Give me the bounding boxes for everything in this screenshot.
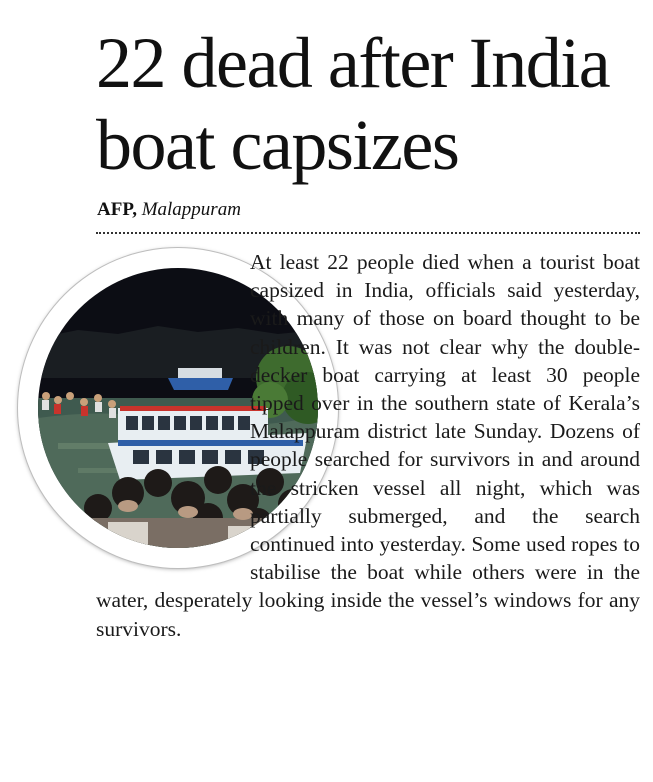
article-body (96, 248, 640, 778)
byline-agency: AFP, (97, 199, 137, 220)
byline-dateline: Malappuram (141, 199, 241, 220)
article-body-text: At least 22 people died when a tourist boat capsized in India, officials said yesterday, with many of those on board thought to be children. It was not clear why the double-decker boat carrying at least 30 people tipped over in the southern state of Kerala’s Malappuram district late Sunday. Dozens of people searched for survivors in and around the stricken vessel all night, which was partially submerged, and the search continued into yesterday. Some used ropes to stabilise the boat while others were in the water, desperately looking inside the vessel’s windows for any survivors. (96, 250, 640, 641)
photo-text-wrap (0, 248, 250, 588)
byline (97, 198, 241, 222)
headline: 22 dead after India boat capsizes (96, 23, 610, 185)
dotted-divider (96, 232, 640, 234)
